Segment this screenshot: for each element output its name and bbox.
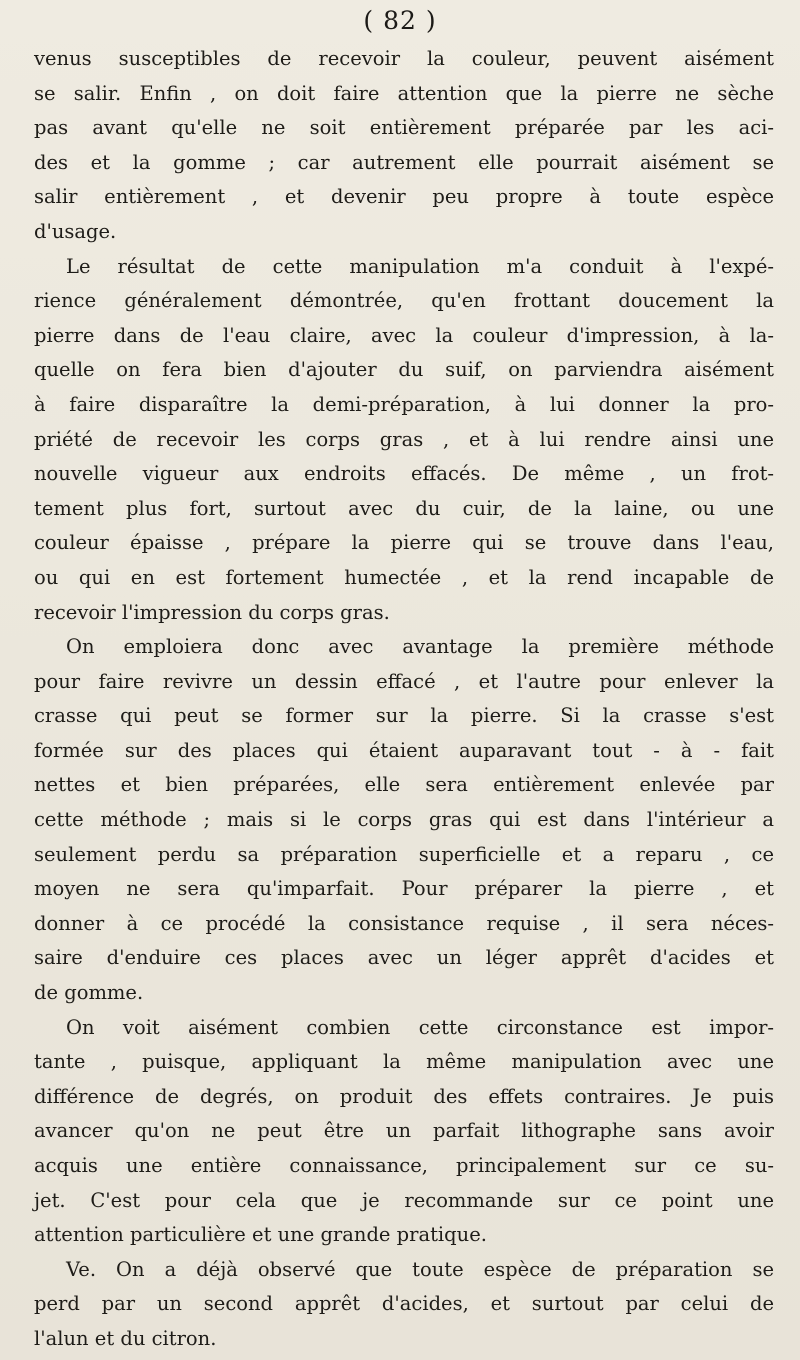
text-line: Ve. On a déjà observé que toute espèce de préparation se — [66, 1257, 774, 1281]
text-line: moyen ne sera qu'imparfait. Pour préparer la pierre , et — [34, 877, 774, 901]
text-line: avancer qu'on ne peut être un parfait lithographe sans avoir — [34, 1119, 774, 1143]
text-line: rience généralement démontrée, qu'en frottant doucement la — [34, 289, 774, 313]
text-line: venus susceptibles de recevoir la couleur, peuvent aisément — [34, 47, 774, 70]
text-line: l'alun et du citron. — [34, 1326, 217, 1350]
text-line: pierre dans de l'eau claire, avec la couleur d'impression, à la- — [34, 323, 774, 347]
text-line: tante , puisque, appliquant la même manipulation avec une — [34, 1050, 774, 1074]
text-line: acquis une entière connaissance, principalement sur ce su- — [34, 1154, 774, 1177]
body-text — [34, 42, 774, 1357]
text-line: couleur épaisse , prépare la pierre qui se trouve dans l'eau, — [34, 531, 774, 555]
text-line: donner à ce procédé la consistance requise , il sera néces- — [34, 911, 774, 935]
text-line: d'usage. — [34, 219, 117, 243]
text-line: quelle on fera bien d'ajouter du suif, on parviendra aisément — [34, 358, 774, 382]
text-line: de gomme. — [34, 981, 144, 1005]
text-line: jet. C'est pour cela que je recommande sur ce point une — [34, 1188, 774, 1212]
text-line: On voit aisément combien cette circonstance est impor- — [66, 1015, 774, 1039]
text-line: différence de degrés, on produit des effets contraires. Je puis — [34, 1084, 774, 1108]
text-line: des et la gomme ; car autrement elle pourrait aisément se — [34, 150, 774, 174]
text-line: On emploiera donc avec avantage la première méthode — [66, 635, 774, 659]
text-line: à faire disparaître la demi-préparation, à lui donner la pro- — [34, 392, 774, 416]
text-line: pas avant qu'elle ne soit entièrement préparée par les aci- — [34, 116, 774, 140]
text-line: attention particulière et une grande pratique. — [34, 1223, 487, 1247]
text-line: saire d'enduire ces places avec un léger apprêt d'acides et — [34, 946, 774, 970]
text-line: Le résultat de cette manipulation m'a conduit à l'expé- — [66, 254, 774, 278]
text-line: priété de recevoir les corps gras , et à lui rendre ainsi une — [34, 427, 774, 451]
text-line: ou qui en est fortement humectée , et la rend incapable de — [34, 565, 774, 589]
text-line: formée sur des places qui étaient auparavant tout - à - fait — [34, 738, 774, 762]
text-line: nettes et bien préparées, elle sera entièrement enlevée par — [34, 773, 774, 797]
text-line: seulement perdu sa préparation superficielle et a reparu , ce — [34, 842, 774, 866]
text-line: nouvelle vigueur aux endroits effacés. De même , un frot- — [34, 462, 774, 486]
text-line: recevoir l'impression du corps gras. — [34, 600, 390, 624]
text-line: cette méthode ; mais si le corps gras qui est dans l'intérieur a — [34, 808, 774, 832]
text-line: crasse qui peut se former sur la pierre. Si la crasse s'est — [34, 704, 774, 728]
text-line: perd par un second apprêt d'acides, et surtout par celui de — [34, 1292, 774, 1316]
text-line: salir entièrement , et devenir peu propre à toute espèce — [34, 185, 774, 209]
text-line: tement plus fort, surtout avec du cuir, de la laine, ou une — [34, 496, 774, 520]
text-line: pour faire revivre un dessin effacé , et l'autre pour enlever la — [34, 669, 774, 693]
text-line: se salir. Enfin , on doit faire attention que la pierre ne sèche — [34, 81, 774, 105]
page-number: ( 82 ) — [363, 6, 437, 35]
